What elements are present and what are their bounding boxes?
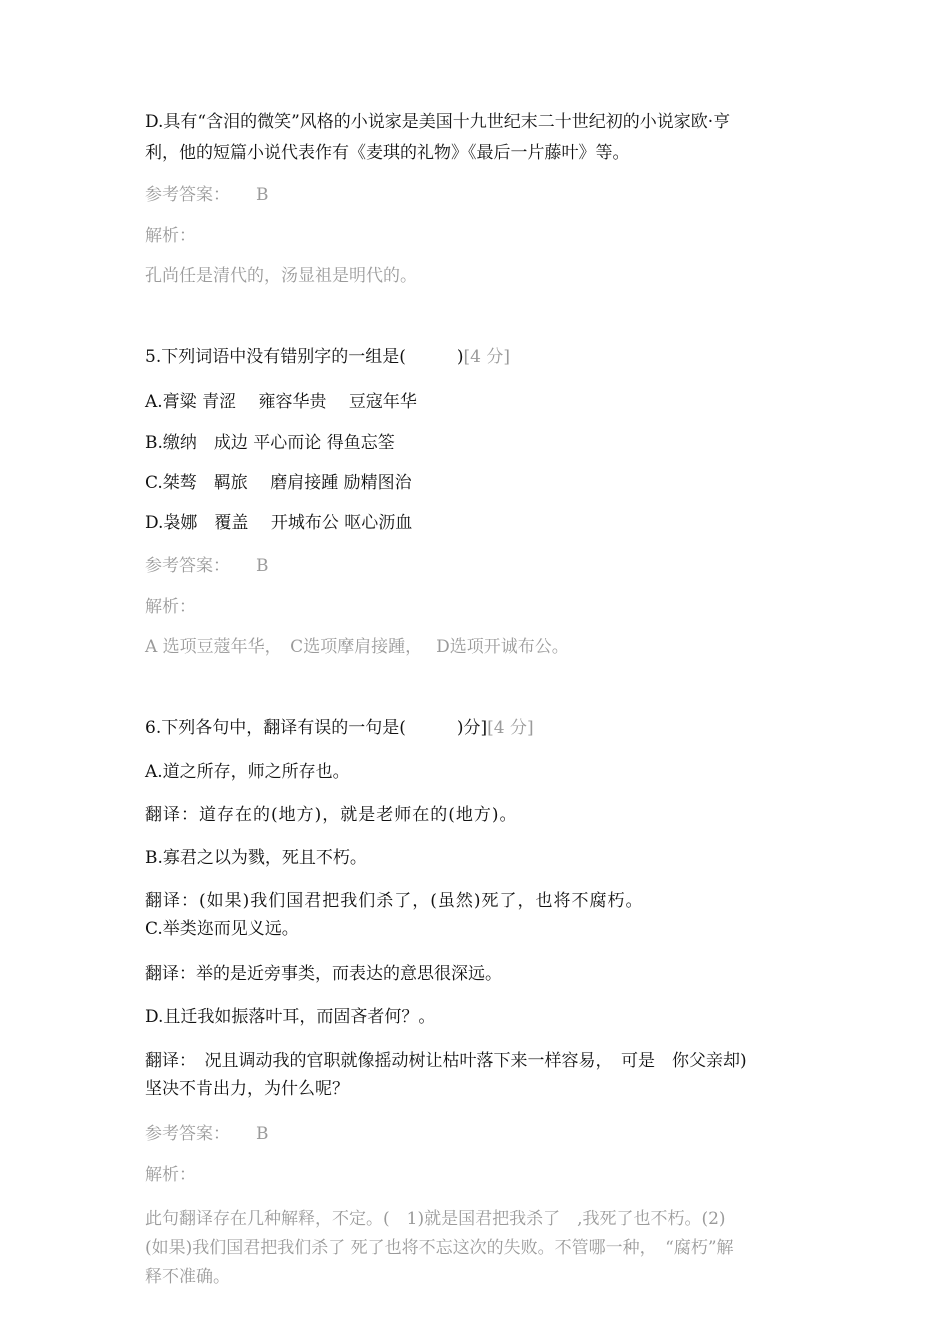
answer-label: 参考答案： xyxy=(145,1124,230,1144)
q6-option-d-translation-line1: 翻译： 况且调动我的官职就像摇动树让枯叶落下来一样容易， 可是 你父亲却) xyxy=(145,1051,747,1071)
answer-label: 参考答案： xyxy=(145,556,230,576)
q6-option-a: A.道之所存，师之所存也。 xyxy=(145,762,350,782)
q6-option-b: B.寡君之以为戮，死且不朽。 xyxy=(145,848,367,868)
q4-analysis-label: 解析： xyxy=(145,226,196,246)
q5-answer xyxy=(145,554,269,578)
answer-value: B xyxy=(256,556,269,576)
answer-label: 参考答案： xyxy=(145,185,230,205)
q6-option-a-translation: 翻译：道存在的(地方)，就是老师在的(地方)。 xyxy=(145,805,518,825)
q6-option-c: C.举类迩而见义远。 xyxy=(145,919,299,939)
q4-analysis: 孔尚任是清代的，汤显祖是明代的。 xyxy=(145,266,417,286)
q6-analysis-line1: 此句翻译存在几种解释，不定。( 1)就是国君把我杀了 ,我死了也不朽。(2) xyxy=(145,1209,726,1229)
q6-analysis-line3: 释不准确。 xyxy=(145,1267,230,1287)
answer-value: B xyxy=(256,185,269,205)
q6-score-prefix: 分] xyxy=(463,718,488,738)
q6-stem xyxy=(145,716,534,740)
q5-option-a: A.膏粱 青涩 雍容华贵 豆寇年华 xyxy=(145,392,417,412)
q4-option-d-line2: 利，他的短篇小说代表作有《麦琪的礼物》《最后一片藤叶》等。 xyxy=(145,143,630,163)
q5-option-c: C.桀骜 羁旅 磨肩接踵 励精图治 xyxy=(145,473,412,493)
answer-value: B xyxy=(256,1124,269,1144)
q6-answer xyxy=(145,1122,269,1146)
q6-analysis-line2: (如果)我们国君把我们杀了 死了也将不忘这次的失败。不管哪一种， “腐朽”解 xyxy=(145,1238,734,1258)
q6-option-d-translation-line2: 坚决不肯出力，为什么呢？ xyxy=(145,1079,349,1099)
q4-option-d-line1: D.具有“含泪的微笑”风格的小说家是美国十九世纪末二十世纪初的小说家欧·亨 xyxy=(145,112,731,132)
q6-option-d: D.且迁我如振落叶耳，而固吝者何？。 xyxy=(145,1007,436,1027)
q5-option-d: D.袅娜 覆盖 开城布公 呕心沥血 xyxy=(145,513,413,533)
q5-stem-text: 5.下列词语中没有错别字的一组是( ) xyxy=(145,347,464,367)
q6-stem-text: 6.下列各句中，翻译有误的一句是( ) xyxy=(145,718,464,738)
q5-analysis: A 选项豆蔻年华， C选项摩肩接踵， D选项开诚布公。 xyxy=(145,637,569,657)
q5-score: [4 分] xyxy=(463,347,510,367)
q5-option-b: B.缴纳 成边 平心而论 得鱼忘筌 xyxy=(145,433,395,453)
q6-option-c-translation: 翻译：举的是近旁事类，而表达的意思很深远。 xyxy=(145,964,502,984)
q4-answer xyxy=(145,183,269,207)
q6-score: [4 分] xyxy=(487,718,534,738)
q6-option-b-translation: 翻译：(如果)我们国君把我们杀了，(虽然)死了，也将不腐朽。 xyxy=(145,891,644,911)
q5-stem xyxy=(145,345,510,369)
q5-analysis-label: 解析： xyxy=(145,597,196,617)
q6-analysis-label: 解析： xyxy=(145,1165,196,1185)
